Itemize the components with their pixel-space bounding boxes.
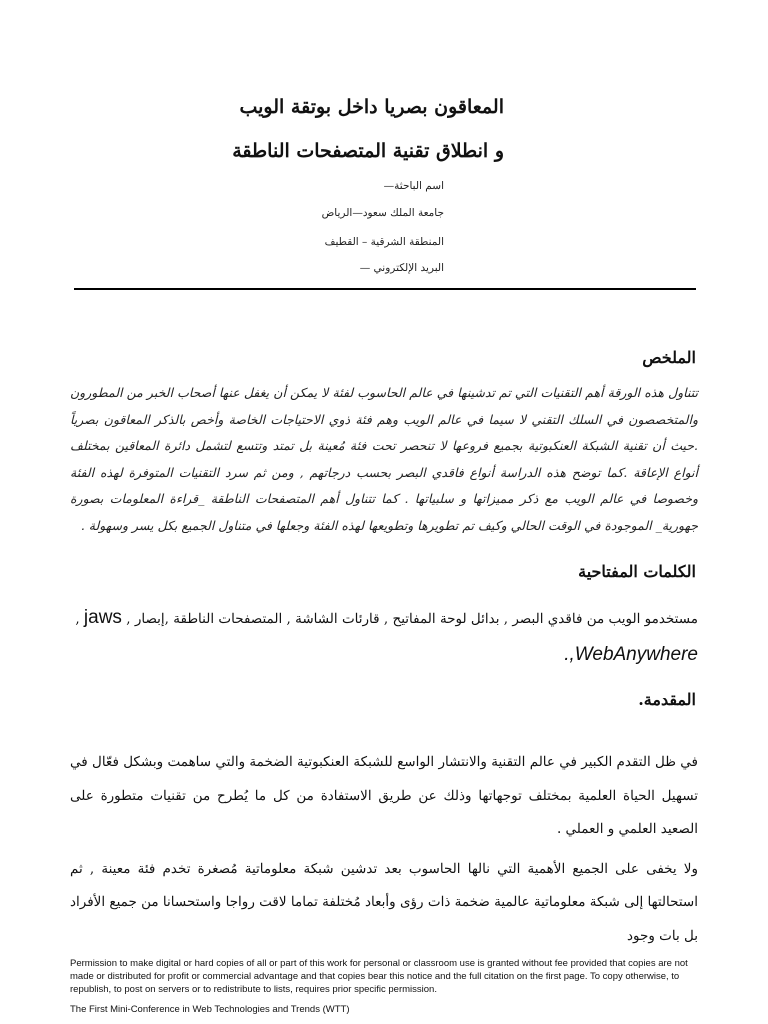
keyword-webanywhere-text: WebAnywhere [574, 644, 698, 665]
intro-paragraph-1: في ظل التقدم الكبير في عالم التقنية والانتشار الواسع للشبكة العنكبوتية الضخمة والتي ساهمت وبشكل فعّال في تسهيل الحياة العلمية بمختلف توجهاتها وذلك عن طريق الاستفادة من كل ما يُطرح من تقنيات متطورة على الصعيد العلمي و العملي . [70, 754, 698, 837]
intro-body [70, 746, 698, 953]
author-email: البريد الإلكتروني — [359, 262, 444, 274]
abstract-text: تتناول هذه الورقة أهم التقنيات التي تم تدشينها في عالم الحاسوب لفئة لا يمكن أن يغفل عنها أصحاب الخبر من المطورون والمتخصصون في السلك التقني لا سيما في عالم الويب وهم فئة ذوي الاحتياجات الخاصة وأخص بالذكر المعاقون بصرياً .حيث أن تقنية الشبكة العنكبوتية بجميع فروعها لا تنحصر تحت فئة مُعينة بل تمتد وتتسع لتشمل دائرة المعاقين بمختلف أنواع الإعاقة .كما توضح هذه الدراسة أنواع فاقدي البصر بحسب درجاتهم , ومن ثم سرد التقنيات المتوفرة لهذه الفئة وخصوصا في عالم الويب مع ذكر مميزاتها و سلبياتها . كما تتناول أهم المتصفحات الناطقة _قراءة المعلومات بصورة جهورية_ الموجودة في الوقت الحالي وكيف تم تطويرها وتطويعها لهذه الفئة وجعلها في متناول الجميع بكل يسر وسهولة . [70, 385, 698, 533]
keywords-heading: الكلمات المفتاحية [578, 562, 696, 581]
author-affiliation: جامعة الملك سعود—الرياض [321, 207, 444, 219]
keyword-jaws: jaws [83, 607, 122, 628]
keyword-webanywhere [564, 644, 698, 665]
conference-name: The First Mini-Conference in Web Technologies and Trends (WTT) [70, 1004, 350, 1015]
author-location: المنطقة الشرقية – القطيف [324, 236, 444, 248]
copyright-footer [70, 957, 698, 1016]
paper-title-line-1: المعاقون بصريا داخل بوتقة الويب [239, 96, 504, 118]
author-name: اسم الباحثة— [383, 180, 444, 192]
keywords-block [70, 600, 698, 674]
abstract-heading: الملخص [642, 348, 696, 367]
paper-title-line-2: و انطلاق تقنية المتصفحات الناطقة [232, 140, 504, 162]
title-divider [74, 288, 696, 290]
permission-notice: Permission to make digital or hard copies of all or part of this work for personal or classroom use is granted without fee provided that copies are not made or distributed for profit or commercial advantage and that copies bear this notice and the full citation on the first page. To copy otherwise, to republish, to post on servers or to redistribute to lists, requires prior specific permission. [70, 958, 688, 995]
intro-paragraph-2: ولا يخفى على الجميع الأهمية التي نالها الحاسوب بعد تدشين شبكة معلوماتية مُصغرة تخدم فئة معينة , ثم استحالتها إلى شبكة معلوماتية عالمية ضخمة ذات رؤى وأبعاد مُختلفة تماما لاقت رواجا واستحسانا من جميع الأفراد بل بات وجود [70, 860, 698, 944]
keywords-trailing-punct: ., [564, 644, 575, 665]
intro-heading: المقدمة. [638, 690, 696, 709]
keywords-arabic: مستخدمو الويب من فاقدي البصر , بدائل لوحة المفاتيح , قارئات الشاشة , المتصفحات الناطقة ,إبصار , [126, 611, 698, 627]
keywords-comma: , [75, 611, 80, 627]
